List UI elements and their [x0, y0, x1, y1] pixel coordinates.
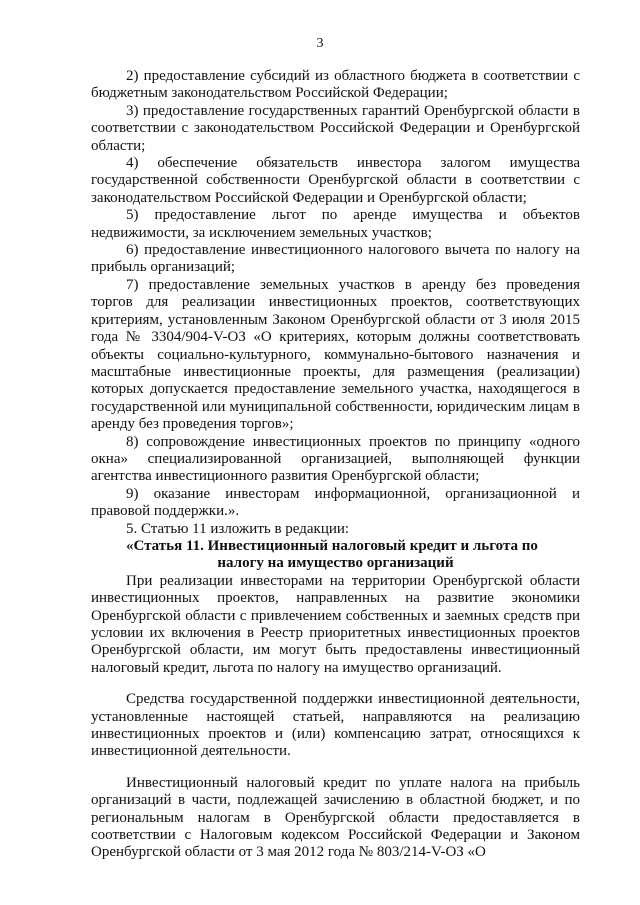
list-item-5: 5) предоставление льгот по аренде имущества и объектов недвижимости, за исключением земельных участков; [91, 207, 580, 241]
article-paragraph-2: Средства государственной поддержки инвестиционной деятельности, установленные настоящей статьей, направляются на реализацию инвестиционных проектов и (или) компенсацию затрат, относящихся к инвестиционной деятельности. [91, 691, 580, 760]
article-paragraph-3: Инвестиционный налоговый кредит по уплате налога на прибыль организаций в части, подлежащей зачислению в областной бюджет, и по региональным налогам в Оренбургской области предоставляется в соответствии с Налоговым кодексом Российской Федерации и Законом Оренбургской области от 3 мая 2012 года № 803/214-V-ОЗ «О [91, 774, 580, 861]
document-body [91, 68, 580, 862]
article-heading-line-1: «Статья 11. Инвестиционный налоговый кредит и льгота по [126, 537, 538, 554]
list-item-2: 2) предоставление субсидий из областного бюджета в соответствии с бюджетным законодательством Российской Федерации; [91, 68, 580, 102]
list-item-7: 7) предоставление земельных участков в аренду без проведения торгов для реализации инвестиционных проектов, соответствующих критериям, установленным Законом Оренбургской области от 3 июля 2015 года № 3304/904-V-ОЗ «О критериях, которым должны соответствовать объекты социально-культурного, коммунально-бытового назначения и масштабные инвестиционные проекты, для размещения (реализации) которых допускается предоставление земельного участка, находящегося в государственной или муниципальной собственности, юридическим лицам в аренду без проведения торгов»; [91, 276, 580, 433]
list-item-9: 9) оказание инвесторам информационной, организационной и правовой поддержки.». [91, 485, 580, 520]
list-item-4: 4) обеспечение обязательств инвестора залогом имущества государственной собственности Оренбургской области в соответствии с законодательством Российской Федерации и Оренбургской области; [91, 155, 580, 206]
list-item-8: 8) сопровождение инвестиционных проектов по принципу «одного окна» специализированной организацией, выполняющей функции агентства инвестиционного развития Оренбургской области; [91, 433, 580, 485]
list-item-6: 6) предоставление инвестиционного налогового вычета по налогу на прибыль организаций; [91, 242, 580, 276]
page-number: 3 [316, 36, 324, 51]
article-heading-line-2: налогу на имущество организаций [217, 555, 454, 572]
amendment-intro: 5. Статью 11 изложить в редакции: [126, 520, 350, 537]
article-paragraph-1: При реализации инвесторами на территории Оренбургской области инвестиционных проектов, направленных на развитие экономики Оренбургской области с привлечением собственных и заемных средств при условии их включения в Реестр приоритетных инвестиционных проектов Оренбургской области, им могут быть предоставлены инвестиционный налоговый кредит, льгота по налогу на имущество организаций. [91, 572, 580, 676]
list-item-3: 3) предоставление государственных гарантий Оренбургской области в соответствии с законодательством Российской Федерации и Оренбургской области; [91, 102, 580, 154]
